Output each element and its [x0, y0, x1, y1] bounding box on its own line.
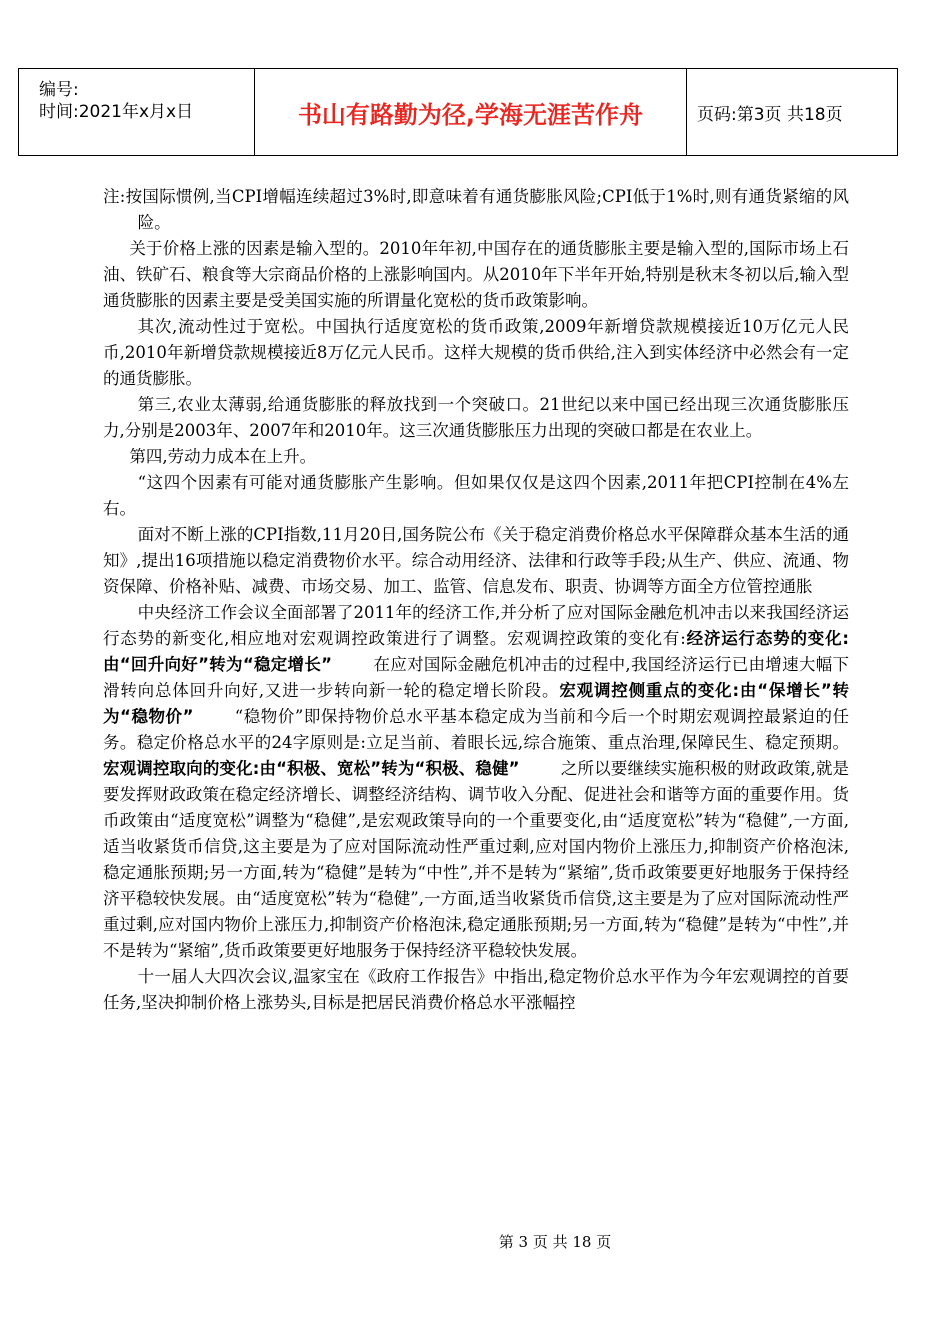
p7-intro: 中央经济工作会议全面部署了2011年的经济工作,并分析了应对国际金融危机冲击以来我国经济运行态势的新变化,相应地对宏观调控政策进行了调整。宏观调控政策的变化有:	[103, 603, 849, 648]
paragraph-7	[103, 600, 849, 964]
header-page-info: 页码:第3页 共18页	[697, 104, 843, 125]
header-meta	[19, 69, 255, 155]
p7-text-2: “稳物价”即保持物价总水平基本稳定成为当前和今后一个时期宏观调控最紧迫的任务。稳定价格总水平的24字原则是:立足当前、着眼长远,综合施策、重点治理,保障民生、稳定预期。	[103, 707, 849, 752]
header-motto: 书山有路勤为径,学海无涯苦作舟	[255, 69, 687, 155]
cpi-note: 注:按国际惯例,当CPI增幅连续超过3%时,即意味着有通货膨胀风险;CPI低于1%时,则有通货紧缩的风险。	[103, 187, 849, 232]
p7-text-3: 之所以要继续实施积极的财政政策,就是要发挥财政政策在稳定经济增长、调整经济结构、调节收入分配、促进社会和谐等方面的重要作用。货币政策由“适度宽松”调整为“稳健”,是宏观政策导向的一个重要变化,由“适度宽松”转为“稳健”,一方面,适当收紧货币信贷,这主要是为了应对国际流动性严重过剩,应对国内物价上涨压力,抑制资产价格泡沫,稳定通胀预期;另一方面,转为“稳健”是转为“中性”,并不是转为“紧缩”,货币政策要更好地服务于保持经济平稳较快发展。由“适度宽松”转为“稳健”,一方面,适当收紧货币信贷,这主要是为了应对国际流动性严重过剩,应对国内物价上涨压力,抑制资产价格泡沫,稳定通胀预期;另一方面,转为“稳健”是转为“中性”,并不是转为“紧缩”,货币政策要更好地服务于保持经济平稳较快发展。	[103, 759, 849, 960]
paragraph-5: “这四个因素有可能对通货膨胀产生影响。但如果仅仅是这四个因素,2011年把CPI控制在4%左右。	[103, 473, 849, 518]
time-label: 时间:2021年x月x日	[39, 102, 194, 122]
p7-text-1: 在应对国际金融危机冲击的过程中,我国经济运行已由增速大幅下滑转向总体回升向好,又进一步转向新一轮的稳定增长阶段。	[103, 655, 849, 700]
page-footer: 第 3 页 共 18 页	[498, 1233, 612, 1251]
paragraph-3: 第三,农业太薄弱,给通货膨胀的释放找到一个突破口。21世纪以来中国已经出现三次通货膨胀压力,分别是2003年、2007年和2010年。这三次通货膨胀压力出现的突破口都是在农业上。	[103, 395, 849, 440]
p7-heading-3: 宏观调控取向的变化:由“积极、宽松”转为“积极、稳健”	[103, 759, 520, 778]
p7-heading-2: 宏观调控侧重点的变化:由“保增长”转为“稳物价”	[103, 681, 849, 726]
document-body	[103, 184, 849, 1016]
paragraph-1: 关于价格上涨的因素是输入型的。2010年年初,中国存在的通货膨胀主要是输入型的,国际市场上石油、铁矿石、粮食等大宗商品价格的上涨影响国内。从2010年下半年开始,特别是秋末冬初以后,输入型通货膨胀的因素主要是受美国实施的所谓量化宽松的货币政策影响。	[103, 239, 849, 310]
paragraph-6: 面对不断上涨的CPI指数,11月20日,国务院公布《关于稳定消费价格总水平保障群众基本生活的通知》,提出16项措施以稳定消费物价水平。综合动用经济、法律和行政等手段;从生产、供应、流通、物资保障、价格补贴、减费、市场交易、加工、监管、信息发布、职责、协调等方面全方位管控通胀	[103, 525, 849, 596]
paragraph-4: 第四,劳动力成本在上升。	[129, 447, 317, 466]
p7-heading-1: 经济运行态势的变化:由“回升向好”转为“稳定增长”	[103, 629, 849, 674]
paragraph-2: 其次,流动性过于宽松。中国执行适度宽松的货币政策,2009年新增贷款规模接近10万亿元人民币,2010年新增贷款规模接近8万亿元人民币。这样大规模的货币供给,注入到实体经济中必然会有一定的通货膨胀。	[103, 317, 849, 388]
number-label: 编号:	[39, 80, 79, 100]
document-header	[18, 68, 898, 156]
paragraph-8: 十一届人大四次会议,温家宝在《政府工作报告》中指出,稳定物价总水平作为今年宏观调控的首要任务,坚决抑制价格上涨势头,目标是把居民消费价格总水平涨幅控	[103, 967, 849, 1012]
